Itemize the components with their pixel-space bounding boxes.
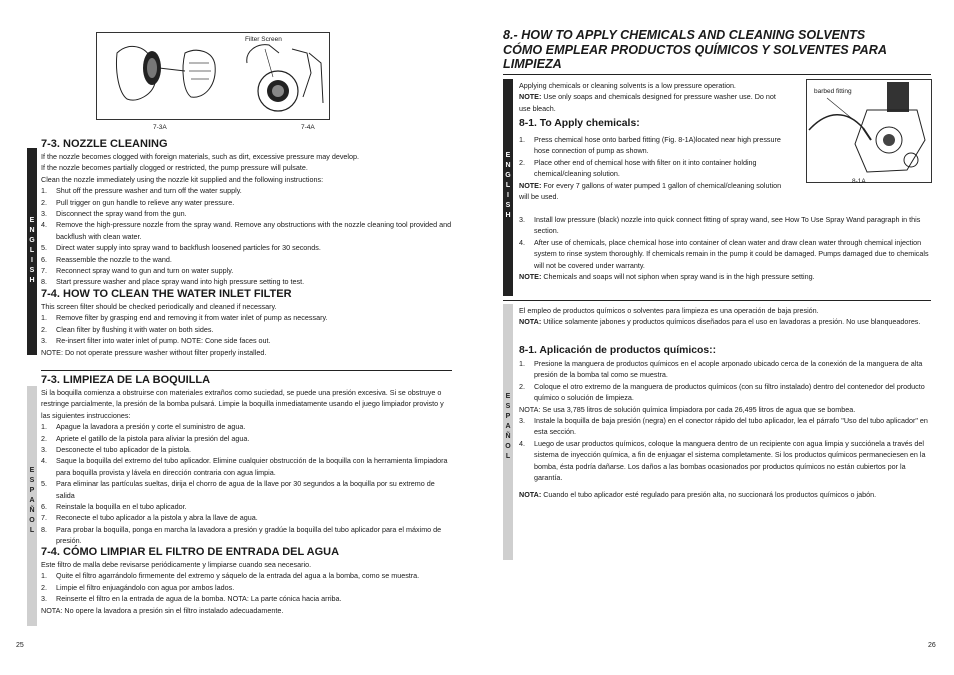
list-item [41, 265, 453, 276]
step-number: 1. [519, 359, 525, 368]
step-text: Presione la manguera de productos químicos en el acople arponado ubicado cerca de la conexión de la manguera de alta presión de la bomba tal como se muestra. [534, 359, 923, 380]
page-number-right: 26 [928, 642, 936, 649]
list-item [41, 312, 453, 323]
step-text: Reconnect spray wand to gun and turn on water supply. [56, 266, 234, 276]
limpieza-boquilla-title: 7-3. LIMPIEZA DE LA BOQUILLA [41, 374, 211, 386]
step-number: 4. [519, 438, 525, 448]
step-number: 5. [41, 479, 47, 489]
aplicacion-quimicos-subtitle: 8-1. Aplicación de productos químicos:: [519, 345, 717, 356]
intro-line: This screen filter should be checked periodically and cleaned if necessary. [41, 302, 277, 311]
english-language-tab-right: E N G L I S H [503, 79, 513, 296]
list-item [41, 444, 453, 455]
step-number: 1. [41, 422, 47, 432]
note-line: NOTA: Cuando el tubo aplicador esté regulado para presión alta, no succionará los productos químicos o jabón. [519, 490, 877, 500]
list-item [41, 582, 453, 593]
limpiar-filtro-body [41, 559, 453, 616]
step-text: Para eliminar las partículas sueltas, dirija el chorro de agua de la llave por 30 segundos a la boquilla por su extremo de salida [56, 479, 435, 500]
list-item [41, 455, 453, 478]
step-number: 1. [41, 186, 47, 196]
intro-line: If the nozzle becomes clogged with foreign materials, such as dirt, excessive pressure may develop. [41, 152, 360, 161]
note-line: NOTE: Chemicals and soaps will not siphon when spray wand is in the high pressure setting. [519, 272, 815, 282]
step-text: Instale la boquilla de baja presión (negra) en el conector rápido del tubo aplicador, lea el párrafo "Uso del tubo aplicador" en esta sección. [534, 416, 928, 437]
step-text: Desconecte el tubo aplicador de la pistola. [56, 445, 192, 455]
chapter-title-line: CÓMO EMPLEAR PRODUCTOS QUÍMICOS Y SOLVENTES PARA [503, 42, 887, 57]
step-text: Pull trigger on gun handle to relieve any water pressure. [56, 197, 235, 207]
chapter-title-line: 8.- HOW TO APPLY CHEMICALS AND CLEANING SOLVENTS [503, 28, 866, 42]
list-item [41, 421, 453, 432]
list-item [41, 524, 453, 547]
step-text: Reinserte el filtro en la entrada de agua de la bomba. NOTA: La parte cónica hacia arriba. [56, 594, 342, 604]
step-text: Reassemble the nozzle to the wand. [56, 254, 172, 264]
limpieza-boquilla-body [41, 387, 453, 547]
step-number: 5. [41, 243, 47, 253]
step-number: 1. [41, 571, 47, 581]
step-text: Apague la lavadora a presión y corte el suministro de agua. [56, 422, 246, 432]
list-item [41, 512, 453, 523]
chemicals-steps-list [519, 214, 930, 271]
list-item [41, 478, 453, 501]
step-text: Reconecte el tubo aplicador a la pistola y abra la llave de agua. [56, 513, 258, 523]
step-number: 2. [41, 433, 47, 443]
list-item [41, 501, 453, 512]
chapter-title [503, 28, 887, 72]
nozzle-steps-list [41, 185, 453, 288]
step-number: 4. [41, 456, 47, 466]
step-text: Shut off the pressure washer and turn off the water supply. [56, 186, 242, 196]
step-number: 3. [519, 416, 525, 426]
list-item [41, 335, 453, 346]
chapter-divider [503, 74, 931, 75]
chemicals-intro-es [519, 305, 930, 328]
pump-barbed-fitting-illustration [807, 80, 931, 182]
step-number: 8. [41, 524, 47, 534]
step-text: Disconnect the spray wand from the gun. [56, 209, 187, 219]
list-item [41, 208, 453, 219]
figure-7-3a-7-4a [96, 32, 330, 120]
water-inlet-filter-title: 7-4. HOW TO CLEAN THE WATER INLET FILTER [41, 288, 292, 300]
note-line: NOTE: For every 7 gallons of water pumped 1 gallon of chemical/cleaning solution will be used. [519, 180, 782, 202]
apply-chemicals-subtitle: 8-1. To Apply chemicals: [519, 118, 640, 129]
filter-screen-label: Filter Screen [245, 36, 282, 43]
chemicals-steps-list-es [519, 358, 930, 404]
spanish-language-tab-right: E S P A Ñ O L [503, 304, 513, 560]
apply-chemicals-steps-b [519, 214, 930, 282]
intro-line: Este filtro de malla debe revisarse periódicamente y limpiarse cuando sea necesario. [41, 560, 312, 569]
nozzle-cleaning-body [41, 151, 453, 288]
step-text: After use of chemicals, place chemical hose into container of clean water and draw clean water through chemical injection system to rinse system thoroughly. If chemicals remain in the pump it could be damaged. Pumps damaged due to chemicals will not be covered under warranty. [534, 237, 929, 270]
chemicals-steps-list-es [519, 415, 930, 483]
step-number: 3. [519, 215, 525, 224]
list-item [41, 242, 453, 253]
step-number: 1. [519, 135, 525, 144]
note-line: NOTA: No opere la lavadora a presión sin el filtro instalado adecuadamente. [41, 605, 284, 615]
intro-line: Clean the nozzle immediately using the nozzle kit supplied and the following instructions: [41, 174, 324, 184]
step-number: 8. [41, 277, 47, 287]
step-number: 6. [41, 254, 47, 264]
step-text: Remove the high-pressure nozzle from the spray wand. Remove any obstructions with the nozzle cleaning tool provided and backflush with clean water. [56, 220, 452, 241]
section-divider [503, 300, 931, 301]
list-item [519, 157, 789, 180]
intro-line: Si la boquilla comienza a obstruirse con materiales extraños como suciedad, se puede una presión excesiva. Si se obstruye o restringe parcialmente, la presión de la bomba pulsará. Limpie la boquilla inmediatamente usando el juego limpiador provisto y las siguientes instrucciones: [41, 388, 444, 420]
list-item [519, 214, 930, 237]
apply-chemicals-steps-a [519, 134, 789, 202]
step-number: 6. [41, 502, 47, 512]
chemicals-intro-en [519, 80, 789, 114]
nozzle-cleaning-title: 7-3. NOZZLE CLEANING [41, 138, 168, 150]
step-number: 3. [41, 445, 47, 455]
step-text: Place other end of chemical hose with filter on it into container holding chemical/cleaning solution. [534, 157, 757, 179]
list-item [519, 438, 930, 484]
step-text: Remove filter by grasping end and removing it from water inlet of pump as necessary. [56, 313, 328, 323]
section-divider [41, 370, 452, 371]
step-text: Start pressure washer and place spray wand into high pressure setting to test. [56, 277, 305, 287]
step-text: Re-insert filter into water inlet of pump. NOTE: Cone side faces out. [56, 336, 271, 346]
list-item [41, 593, 453, 604]
step-number: 3. [41, 209, 47, 219]
step-number: 2. [519, 157, 525, 167]
note-line: NOTA: Se usa 3,785 litros de solución química limpiadora por cada 26,495 litros de agua que se bombea. [519, 404, 856, 414]
step-text: Press chemical hose onto barbed fitting (Fig. 8-1A)located near high pressure hose connection of pump as shown. [534, 135, 781, 156]
step-number: 2. [41, 582, 47, 592]
limpiar-filtro-title: 7-4. CÓMO LIMPIAR EL FILTRO DE ENTRADA DEL AGUA [41, 546, 340, 558]
intro-line: El empleo de productos químicos o solventes para limpieza es una operación de baja presión. [519, 306, 819, 315]
intro-line: Applying chemicals or cleaning solvents is a low pressure operation. [519, 81, 736, 90]
english-language-tab: E N G L I S H [27, 148, 37, 355]
step-text: Apriete el gatillo de la pistola para aliviar la presión del agua. [56, 433, 250, 443]
step-text: Quite el filtro agarrándolo firmemente del extremo y sáquelo de la entrada del agua a la bomba, como se muestra. [56, 571, 420, 581]
nozzle-steps-list-es [41, 421, 453, 546]
step-text: Install low pressure (black) nozzle into quick connect fitting of spray wand, see How To Use Spray Wand paragraph in this section. [534, 215, 921, 236]
step-number: 2. [519, 381, 525, 391]
spanish-language-tab: E S P A Ñ O L [27, 386, 37, 626]
chemicals-steps-list [519, 134, 789, 180]
list-item [41, 433, 453, 444]
note-line: NOTE: Do not operate pressure washer without filter properly installed. [41, 347, 267, 357]
figure-caption-7-4a: 7-4A [301, 124, 315, 131]
figure-caption-7-3a: 7-3A [153, 124, 167, 131]
step-text: Clean filter by flushing it with water on both sides. [56, 324, 214, 334]
note-line: NOTE: Use only soaps and chemicals designed for pressure washer use. Do not use bleach. [519, 92, 776, 113]
list-item [519, 381, 930, 404]
step-number: 7. [41, 513, 47, 523]
page-number-left: 25 [16, 642, 24, 649]
step-number: 4. [519, 237, 525, 247]
step-number: 2. [41, 324, 47, 334]
step-text: Saque la boquilla del extremo del tubo aplicador. Elimine cualquier obstrucción de la boquilla con la herramienta limpiadora para boquilla provista y lávela en dirección contraria con agua limpia. [56, 456, 448, 477]
step-text: Reinstale la boquilla en el tubo aplicador. [56, 502, 187, 512]
step-number: 3. [41, 336, 47, 346]
filter-steps-list [41, 312, 453, 346]
step-number: 7. [41, 266, 47, 276]
note-line: NOTA: Utilice solamente jabones y productos químicos diseñados para el uso en lavadoras a presión. No use blanqueadores. [519, 317, 921, 327]
list-item [41, 185, 453, 196]
intro-line: If the nozzle becomes partially clogged or restricted, the pump pressure will pulsate. [41, 163, 308, 173]
step-number: 4. [41, 220, 47, 230]
list-item [41, 570, 453, 581]
water-inlet-filter-body [41, 301, 453, 358]
list-item [519, 358, 930, 381]
step-number: 1. [41, 313, 47, 323]
step-text: Para probar la boquilla, ponga en marcha la lavadora a presión y gradúe la boquilla del tubo aplicador para el máximo de presión. [56, 524, 442, 546]
list-item [41, 254, 453, 265]
chapter-title-line: LIMPIEZA [503, 57, 562, 71]
step-text: Direct water supply into spray wand to backflush loosened particles for 30 seconds. [56, 243, 321, 253]
nozzle-cleaning-illustration [97, 33, 329, 119]
filter-steps-list-es [41, 570, 453, 604]
step-text: Coloque el otro extremo de la manguera de productos químicos (con su filtro instalado) dentro del contenedor del producto químico o solución de limpieza. [534, 381, 925, 403]
barbed-fitting-label: barbed fitting [814, 88, 852, 95]
list-item [519, 134, 789, 157]
figure-caption-8-1a: 8-1A [852, 178, 866, 185]
list-item [41, 219, 453, 242]
aplicacion-quimicos-steps [519, 358, 930, 501]
step-text: Luego de usar productos químicos, coloque la manguera dentro de un recipiente con agua limpia y succiónela a través del sistema de inyección química, a fin de enjuagar el sistema completamente. Si los productos químicos permaneciesen en la bomba, ésta podría dañarse. Los daños a las bombas ocasionados por productos químicos no están cubiertos por la garantía. [534, 438, 926, 483]
list-item [41, 197, 453, 208]
list-item [41, 276, 453, 287]
step-number: 3. [41, 594, 47, 604]
step-text: Limpie el filtro enjuagándolo con agua por ambos lados. [56, 582, 235, 592]
list-item [519, 415, 930, 438]
step-number: 2. [41, 197, 47, 207]
list-item [41, 324, 453, 335]
list-item [519, 237, 930, 271]
